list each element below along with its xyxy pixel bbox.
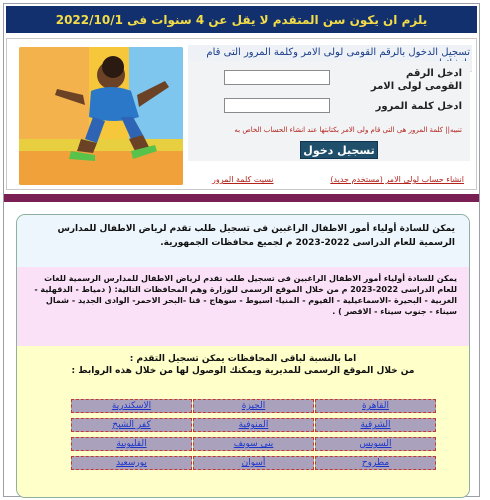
login-button-label: تسجيل دخول [303, 143, 375, 157]
password-label: ادخل كلمة المرور [375, 101, 462, 112]
section-divider [4, 194, 479, 202]
login-button[interactable] [300, 141, 378, 159]
gov-link-qalyubia[interactable]: القليوبية [71, 437, 192, 451]
announcement-3-line1: اما بالنسبة لباقى المحافظات يمكن تسجيل التقدم : [129, 354, 357, 364]
national-id-input[interactable] [224, 70, 330, 85]
announcements-panel [16, 214, 470, 498]
national-id-label: ادخل الرقم القومى لولى الامر [370, 68, 462, 92]
gov-link-kafr-el-sheikh[interactable]: كفر الشيخ [71, 418, 192, 432]
announcement-language-schools [17, 267, 469, 346]
password-note: تنبيه|| كلمة المرور هى التى قام ولى الامر بكتابتها عند انشاء الحساب الخاص به [234, 126, 462, 134]
gov-link-cairo[interactable]: القاهرة [315, 399, 436, 413]
banner-text: يلزم ان يكون سن المتقدم لا يقل عن 4 سنوات فى 2022/10/1 [55, 12, 428, 27]
gov-link-aswan[interactable]: أسوان [193, 456, 314, 470]
login-title: تسجيل الدخول بالرقم القومى لولى الامر وكلمة المرور التى قام [188, 45, 472, 72]
forgot-password-link[interactable]: نسيت كلمة المرور [212, 175, 274, 184]
age-requirement-banner [6, 6, 477, 33]
announcement-public-schools [17, 215, 469, 267]
gov-link-beni-suef[interactable]: بنى سويف [193, 437, 314, 451]
announcement-3-line2: من خلال الموقع الرسمى للمديرية ويمكنك الوصول لها من خلال هذه الروابط : [71, 366, 415, 376]
create-account-link[interactable]: انشاء حساب لولى الامر (مستخدم جديد) [330, 175, 464, 184]
announcement-3 [17, 353, 469, 377]
announcement-other-governorates [17, 346, 469, 498]
gov-link-matrouh[interactable]: مطروح [315, 456, 436, 470]
login-form [188, 61, 470, 161]
gov-link-suez[interactable]: السويس [315, 437, 436, 451]
child-photo-image [19, 47, 183, 185]
gov-link-alexandria[interactable]: الاسكندرية [71, 399, 192, 413]
gov-link-menoufia[interactable]: المنوفية [193, 418, 314, 432]
login-section [6, 38, 477, 190]
password-input[interactable] [224, 98, 330, 113]
page-frame [3, 3, 480, 497]
gov-link-sharqia[interactable]: الشرقية [315, 418, 436, 432]
announcement-2-text: يمكن للسادة أولياء أمور الاطفال الراغبين فى تسجيل طلب تقدم لرياض الاطفال للمدارس الرسمية للغات للعام الدراسى 2022-2023 م من خلال الموقع الرسمى للوزارة وهم المحافظات التالية: ( دمياط - الدقهلية - الغربية - البحيرة -الاسماعيلية - الفيوم - المنيا- اسيوط - سوهاج - قنا -البحر الاحمر- الوادى الجديد - شمال سيناء - جنوب سيناء - الاقصر ) . [34, 274, 457, 316]
announcement-1-text: يمكن للسادة أولياء أمور الاطفال الراغبين فى تسجيل طلب تقدم لرياض الاطفال للمدارس الرسمية للعام الدراسى 2022-2023 م لجميع محافظات الجمهورية. [57, 224, 455, 248]
gov-link-port-said[interactable]: بورسعيد [71, 456, 192, 470]
gov-link-giza[interactable]: الجيزة [193, 399, 314, 413]
child-photo [19, 47, 183, 185]
